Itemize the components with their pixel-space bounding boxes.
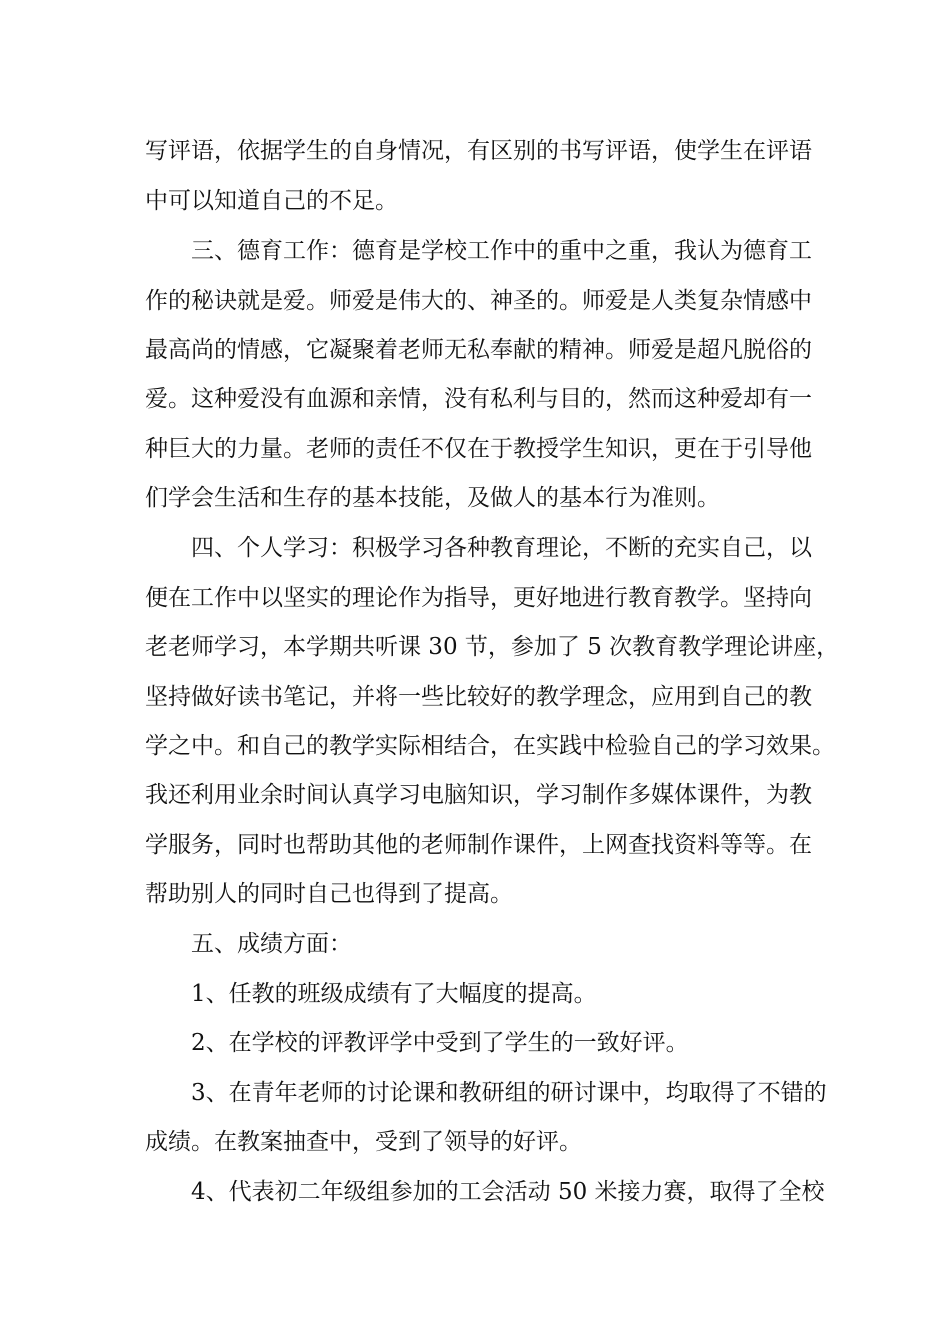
text-line: 学之中。和自己的教学实际相结合，在实践中检验自己的学习效果。 [145, 733, 835, 759]
section-heading-achievements: 五、成绩方面： [191, 931, 352, 957]
text-line: 们学会生活和生存的基本技能，及做人的基本行为准则。 [145, 485, 720, 511]
text-line: 学服务，同时也帮助其他的老师制作课件，上网查找资料等等。在 [145, 832, 812, 858]
text-line: 作的秘诀就是爱。师爱是伟大的、神圣的。师爱是人类复杂情感中 [145, 288, 812, 314]
text-line: 我还利用业余时间认真学习电脑知识，学习制作多媒体课件，为教 [145, 782, 812, 808]
text-line: 便在工作中以坚实的理论作为指导，更好地进行教育教学。坚持向 [145, 585, 812, 611]
list-item: 2、在学校的评教评学中受到了学生的一致好评。 [191, 1030, 689, 1056]
text-line: 坚持做好读书笔记，并将一些比较好的教学理念，应用到自己的教 [145, 684, 812, 710]
text-line: 种巨大的力量。老师的责任不仅在于教授学生知识，更在于引导他 [145, 436, 812, 462]
text-line: 最高尚的情感，它凝聚着老师无私奉献的精神。师爱是超凡脱俗的 [145, 337, 812, 363]
list-item: 3、在青年老师的讨论课和教研组的研讨课中，均取得了不错的 [191, 1080, 827, 1106]
section-heading-personal-study: 四、个人学习：积极学习各种教育理论，不断的充实自己，以 [191, 535, 812, 561]
section-heading-moral-education: 三、德育工作：德育是学校工作中的重中之重，我认为德育工 [191, 238, 812, 264]
text-line: 帮助别人的同时自己也得到了提高。 [145, 881, 513, 907]
text-line: 写评语，依据学生的自身情况，有区别的书写评语，使学生在评语 [145, 138, 812, 164]
text-line: 老老师学习，本学期共听课 30 节，参加了 5 次教育教学理论讲座， [145, 634, 840, 660]
list-item: 1、任教的班级成绩有了大幅度的提高。 [191, 981, 597, 1007]
text-line: 中可以知道自己的不足。 [145, 188, 398, 214]
text-line: 成绩。在教案抽查中，受到了领导的好评。 [145, 1129, 582, 1155]
list-item: 4、代表初二年级组参加的工会活动 50 米接力赛，取得了全校 [191, 1179, 825, 1205]
text-line: 爱。这种爱没有血源和亲情，没有私利与目的，然而这种爱却有一 [145, 386, 812, 412]
